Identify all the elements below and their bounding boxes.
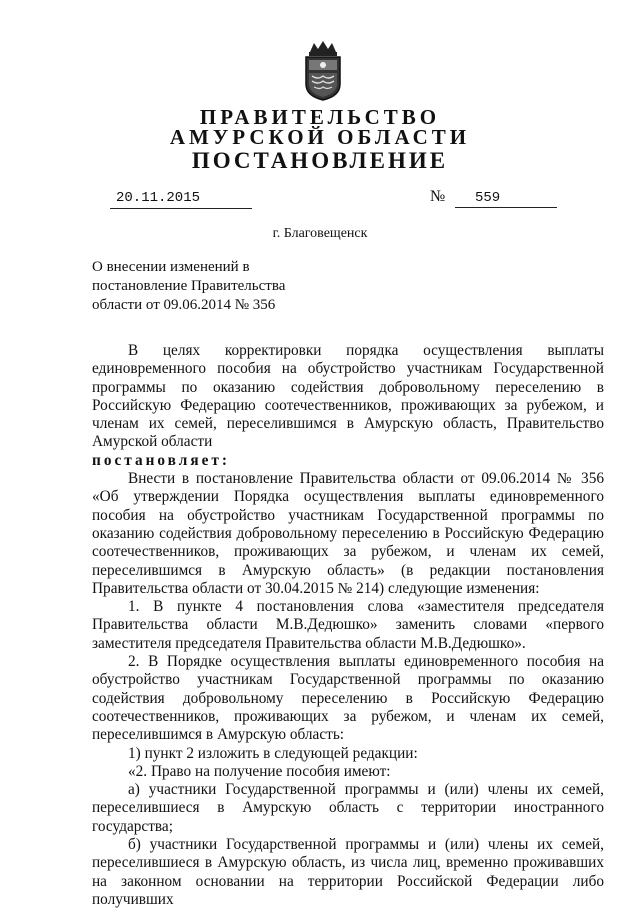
subject-line: области от 09.06.2014 № 356 <box>92 297 276 313</box>
body-paragraph: Внести в постановление Правительства области от 09.06.2014 № 356 «Об утверждении Порядка осуществления выплаты единовременного пособия на обустройство участникам Государственной программы по оказанию содействия добровольному переселению в Российскую Федерацию соотечественников, проживающих за рубежом, и членам их семей, переселившимся в Амурскую область» (в редакции постановления Правительства области от 30.04.2015 № 214) следующие изменения: <box>92 470 604 597</box>
preamble-paragraph: В целях корректировки порядка осуществления выплаты единовременного пособия на обустройство участникам Государственной программы по оказанию содействия добровольному переселению в Российскую Федерацию соотечественников, проживающих за рубежом, и членам их семей, переселившимся в Амурскую область, Правительство Амурской области <box>92 342 604 451</box>
decides-keyword: постановляет: <box>92 451 230 469</box>
number-label: № <box>430 188 446 205</box>
subject-line: постановление Правительства <box>92 278 286 294</box>
city: г. Благовещенск <box>272 226 368 241</box>
decree-subject <box>92 258 332 315</box>
government-name-line2: АМУРСКОЙ ОБЛАСТИ <box>169 125 471 149</box>
decree-date: 20.11.2015 <box>110 190 252 209</box>
document-type: ПОСТАНОВЛЕНИЕ <box>191 148 449 173</box>
subject-line: О внесении изменений в <box>92 259 250 275</box>
body-paragraph: б) участники Государственной программы и (или) члены их семей, переселившиеся в Амурскую область, из числа лиц, временно проживавших на законном основании на территории Российской Федерации либо получивших <box>92 836 604 908</box>
body-paragraph: 2. В Порядке осуществления выплаты единовременного пособия на обустройство участникам Государственной программы по оказанию содействия добровольному переселению в Российскую Федерацию соотечественников, проживающих за рубежом, и членам их семей, переселившимся в Амурскую область: <box>92 653 604 744</box>
government-name-line1: ПРАВИТЕЛЬСТВО <box>199 105 441 129</box>
body-paragraph: 1) пункт 2 изложить в следующей редакции: <box>128 744 418 762</box>
body-paragraph: «2. Право на получение пособия имеют: <box>128 762 391 780</box>
amur-oblast-coat-of-arms-icon <box>300 40 346 102</box>
decree-number: 559 <box>455 190 557 208</box>
decree-body <box>92 342 604 909</box>
body-paragraph: 1. В пункте 4 постановления слова «заместителя председателя Правительства области М.В.Дедюшко» заменить словами «первого заместителя председателя Правительства области М.В.Дедюшко». <box>92 598 604 652</box>
body-paragraph: а) участники Государственной программы и (или) члены их семей, переселившиеся в Амурскую область с территории иностранного государства; <box>92 781 604 835</box>
